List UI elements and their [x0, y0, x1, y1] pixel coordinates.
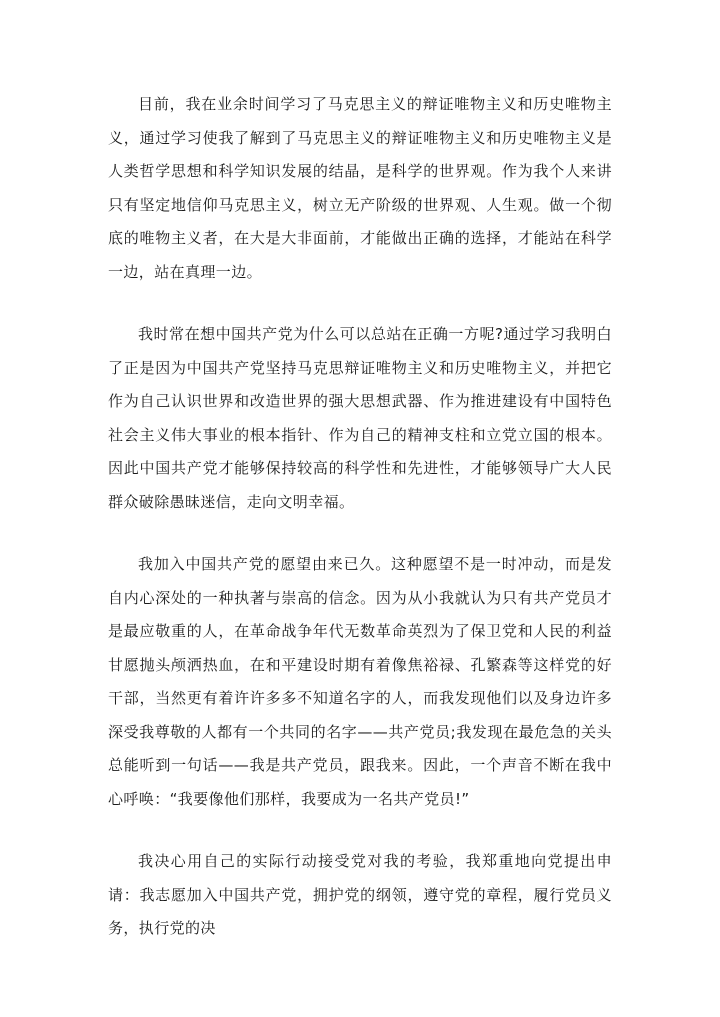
paragraph-4: 我决心用自己的实际行动接受党对我的考验，我郑重地向党提出申请：我志愿加入中国共产党，拥护党的纲领，遵守党的章程，履行党员义务，执行党的决 [108, 852, 612, 937]
document-page [108, 88, 612, 975]
paragraph-3: 我加入中国共产党的愿望由来已久。这种愿望不是一时冲动，而是发自内心深处的一种执著与崇高的信念。因为从小我就认为只有共产党员才是最应敬重的人，在革命战争年代无数革命英烈为了保卫党和人民的利益甘愿抛头颅洒热血，在和平建设时期有着像焦裕禄、孔繁森等这样党的好干部，当然更有着许许多多不知道名字的人，而我发现他们以及身边许多深受我尊敬的人都有一个共同的名字——共产党员;我发现在最危急的关头总能听到一句话——我是共产党员，跟我来。因此，一个声音不断在我中心呼唤：“我要像他们那样，我要成为一名共产党员!” [108, 555, 612, 808]
paragraph-1: 目前，我在业余时间学习了马克思主义的辩证唯物主义和历史唯物主义，通过学习使我了解到了马克思主义的辩证唯物主义和历史唯物主义是人类哲学思想和科学知识发展的结晶，是科学的世界观。作为我个人来讲只有坚定地信仰马克思主义，树立无产阶级的世界观、人生观。做一个彻底的唯物主义者，在大是大非面前，才能做出正确的选择，才能站在科学一边，站在真理一边。 [108, 95, 612, 281]
paragraph-2: 我时常在想中国共产党为什么可以总站在正确一方呢?通过学习我明白了正是因为中国共产党坚持马克思辩证唯物主义和历史唯物主义，并把它作为自己认识世界和改造世界的强大思想武器、作为推进建设有中国特色社会主义伟大事业的根本指针、作为自己的精神支柱和立党立国的根本。因此中国共产党才能够保持较高的科学性和先进性，才能够领导广大人民群众破除愚昧迷信，走向文明幸福。 [108, 325, 612, 511]
